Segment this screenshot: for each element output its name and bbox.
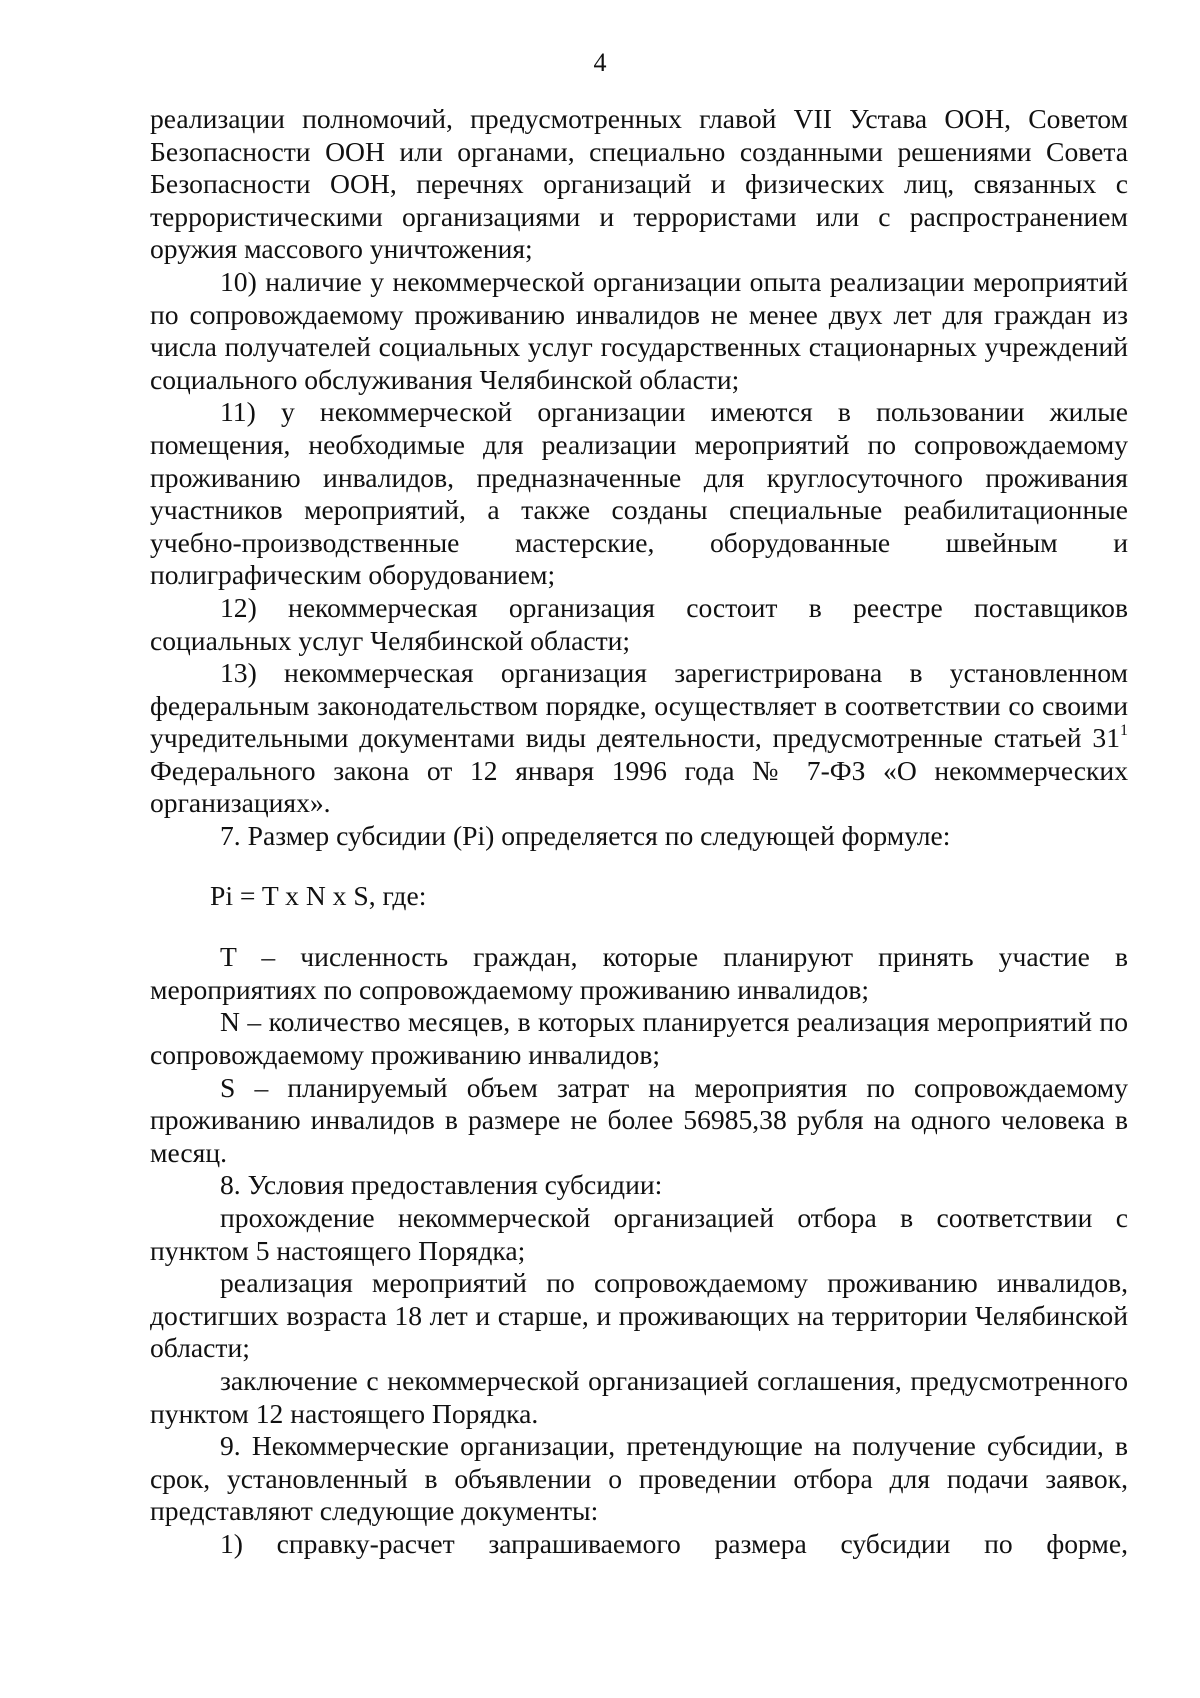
paragraph-item-13 <box>150 657 1128 820</box>
paragraph-section-8: 8. Условия предоставления субсидии: <box>220 1169 663 1201</box>
subsidy-formula: Pi = T x N x S, где: <box>210 879 427 911</box>
condition-agreement: заключение с некоммерческой организацией соглашения, предусмотренного пунктом 12 настоящего Порядка. <box>150 1364 1128 1429</box>
paragraph-item-13-text-b: Федерального закона от 12 января 1996 года № 7-ФЗ «О некоммерческих организациях». <box>150 754 1128 819</box>
formula-term-n: N – количество месяцев, в которых планируется реализация мероприятий по сопровождаемому проживанию инвалидов; <box>150 1006 1128 1071</box>
document-body <box>150 103 1128 1561</box>
paragraph-section-7: 7. Размер субсидии (Pi) определяется по следующей формуле: <box>220 820 951 852</box>
condition-implementation: реализация мероприятий по сопровождаемому проживанию инвалидов, достигших возраста 18 лет и старше, и проживающих на территории Челябинской области; <box>150 1267 1128 1364</box>
document-item-1: 1) справку-расчет запрашиваемого размера субсидии по форме, <box>220 1527 1128 1559</box>
paragraph-item-13-text-a: 13) некоммерческая организация зарегистрирована в установленном федеральным законодательством порядке, осуществляет в соответствии со своими учредительными документами виды деятельности, предусмотренные статьей 31 <box>150 657 1128 754</box>
paragraph-item-11: 11) у некоммерческой организации имеются в пользовании жилые помещения, необходимые для реализации мероприятий по сопровождаемому проживанию инвалидов, предназначенные для круглосуточного проживания участников мероприятий, а также созданы специальные реабилитационные учебно-производственные мастерские, оборудованные швейным и полиграфическим оборудованием; <box>150 396 1128 591</box>
condition-selection: прохождение некоммерческой организацией отбора в соответствии с пунктом 5 настоящего Порядка; <box>150 1202 1128 1266</box>
formula-term-s: S – планируемый объем затрат на мероприятия по сопровождаемому проживанию инвалидов в размере не более 56985,38 рубля на одного человека в месяц. <box>150 1071 1128 1168</box>
paragraph-item-12: 12) некоммерческая организация состоит в реестре поставщиков социальных услуг Челябинской области; <box>150 591 1128 656</box>
paragraph-section-9: 9. Некоммерческие организации, претендующие на получение субсидии, в срок, установленный в объявлении о проведении отбора для подачи заявок, представляют следующие документы: <box>150 1430 1128 1527</box>
formula-term-t: T – численность граждан, которые планируют принять участие в мероприятиях по сопровождаемому проживанию инвалидов; <box>150 941 1128 1005</box>
article-superscript: 1 <box>1120 722 1128 740</box>
paragraph-continuation: реализации полномочий, предусмотренных главой VII Устава ООН, Советом Безопасности ООН или органами, специально созданными решениями Совета Безопасности ООН, перечнях организаций и физических лиц, связанных с террористическими организациями и террористами или с распространением оружия массового уничтожения; <box>150 103 1128 265</box>
page-number: 4 <box>593 48 607 77</box>
paragraph-item-10: 10) наличие у некоммерческой организации опыта реализации мероприятий по сопровождаемому проживанию инвалидов не менее двух лет для граждан из числа получателей социальных услуг государственных стационарных учреждений социального обслуживания Челябинской области; <box>150 265 1128 395</box>
